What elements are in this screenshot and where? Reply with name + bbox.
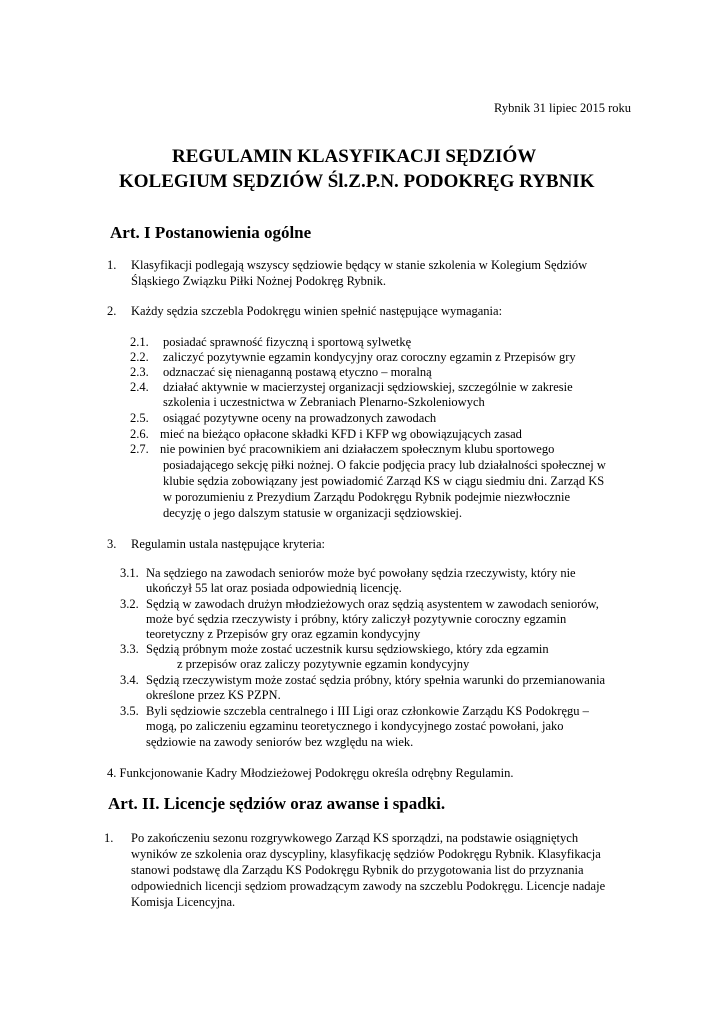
crit-3-2-number: 3.2.: [120, 597, 139, 611]
crit-3-4-line-1: Sędzią rzeczywistym może zostać sędzia próbny, który spełnia warunki do przemianowania: [146, 673, 606, 687]
document-date: Rybnik 31 lipiec 2015 roku: [494, 101, 631, 115]
article-2-heading: Art. II. Licencje sędziów oraz awanse i spadki.: [108, 794, 446, 813]
art1-p4-text: 4. Funkcjonowanie Kadry Młodzieżowej Podokręgu określa odrębny Regulamin.: [107, 766, 514, 780]
req-2-7-number: 2.7.: [130, 442, 149, 456]
art1-p1-line-2: Śląskiego Związku Piłki Nożnej Podokręg Rybnik.: [131, 274, 387, 288]
req-2-7-line-2: posiadającego sekcję piłki nożnej. O fakcie podjęcia pracy lub działalności społecznej w: [163, 458, 606, 472]
crit-3-1-number: 3.1.: [120, 566, 139, 580]
req-2-7-line-3: klubie sędzia zobowiązany jest powiadomić Zarząd KS w ciągu siedmiu dni. Zarząd KS: [163, 474, 605, 488]
art1-p3-number: 3.: [107, 537, 117, 551]
art1-p3-text: Regulamin ustala następujące kryteria:: [131, 537, 326, 551]
req-2-3-number: 2.3.: [130, 365, 149, 379]
req-2-7-line-4: w porozumieniu z Prezydium Zarządu Podokręgu Rybnik podejmie niezwłocznie: [163, 490, 571, 504]
req-2-1-number: 2.1.: [130, 335, 149, 349]
crit-3-5-number: 3.5.: [120, 704, 139, 718]
req-2-7-line-5: decyzję o jego dalszym statusie w organizacji sędziowskiej.: [163, 506, 462, 520]
req-2-5-text: osiągać pozytywne oceny na prowadzonych zawodach: [163, 411, 437, 425]
crit-3-2-line-2: może być sędzia rzeczywisty i próbny, który zaliczył pozytywnie coroczny egzamin: [146, 612, 567, 626]
art2-p1-number: 1.: [104, 831, 114, 845]
req-2-4-line-2: szkolenia i uczestnictwa w Zebraniach Plenarno-Szkoleniowych: [163, 395, 485, 409]
crit-3-5-line-2: mogą, po zaliczeniu egzaminu teoretycznego i kondycyjnego zostać powołani, jako: [146, 719, 564, 733]
crit-3-3-number: 3.3.: [120, 642, 139, 656]
req-2-3-text: odznaczać się nienaganną postawą etyczno – moralną: [163, 365, 432, 379]
art1-p1-line-1: Klasyfikacji podlegają wszyscy sędziowie będący w stanie szkolenia w Kolegium Sędziów: [131, 258, 588, 272]
req-2-7-line-1: nie powinien być pracownikiem ani działaczem społecznym klubu sportowego: [160, 442, 555, 456]
title-line-1: REGULAMIN KLASYFIKACJI SĘDZIÓW: [172, 146, 537, 167]
art1-p2-number: 2.: [107, 304, 117, 318]
art1-p2-text: Każdy sędzia szczebla Podokręgu winien spełnić następujące wymagania:: [131, 304, 503, 318]
crit-3-2-line-3: teoretyczny z Przepisów gry oraz egzamin kondycyjny: [146, 627, 421, 641]
crit-3-5-line-1: Byli sędziowie szczebla centralnego i III Ligi oraz członkowie Zarządu KS Podokręgu –: [146, 704, 589, 718]
article-1-heading: Art. I Postanowienia ogólne: [110, 223, 312, 242]
req-2-4-number: 2.4.: [130, 380, 149, 394]
req-2-6-text: mieć na bieżąco opłacone składki KFD i KFP wg obowiązujących zasad: [160, 427, 522, 441]
req-2-2-number: 2.2.: [130, 350, 149, 364]
req-2-5-number: 2.5.: [130, 411, 149, 425]
req-2-6-number: 2.6.: [130, 427, 149, 441]
art2-p1-line-5: Komisja Licencyjna.: [131, 895, 236, 909]
req-2-2-text: zaliczyć pozytywnie egzamin kondycyjny oraz coroczny egzamin z Przepisów gry: [163, 350, 576, 364]
req-2-4-line-1: działać aktywnie w macierzystej organizacji sędziowskiej, szczególnie w zakresie: [163, 380, 573, 394]
art2-p1-line-4: odpowiednich licencji sędziom prowadzącym zawody na szczeblu Podokręgu. Licencje nadaje: [131, 879, 606, 893]
crit-3-4-line-2: określone przez KS PZPN.: [146, 688, 281, 702]
crit-3-1-line-2: ukończył 55 lat oraz posiada odpowiednią licencję.: [146, 581, 402, 595]
art1-p1-number: 1.: [107, 258, 117, 272]
title-line-2: KOLEGIUM SĘDZIÓW Śl.Z.P.N. PODOKRĘG RYBNIK: [119, 171, 595, 192]
req-2-1-text: posiadać sprawność fizyczną i sportową sylwetkę: [163, 335, 412, 349]
crit-3-3-line-1: Sędzią próbnym może zostać uczestnik kursu sędziowskiego, który zda egzamin: [146, 642, 549, 656]
art2-p1-line-1: Po zakończeniu sezonu rozgrywkowego Zarząd KS sporządzi, na podstawie osiągniętych: [131, 831, 579, 845]
crit-3-5-line-3: sędziowie na zawody seniorów bez względu na wiek.: [146, 735, 414, 749]
crit-3-3-line-2: z przepisów oraz zaliczy pozytywnie egzamin kondycyjny: [177, 657, 470, 671]
art2-p1-line-2: wyników ze szkolenia oraz dyscypliny, klasyfikację sędziów Podokręgu Rybnik. Klasyfikacja: [131, 847, 601, 861]
art2-p1-line-3: stanowi podstawę dla Zarządu KS Podokręgu Rybnik do przygotowania list do przyznania: [131, 863, 584, 877]
crit-3-2-line-1: Sędzią w zawodach drużyn młodzieżowych oraz sędzią asystentem w zawodach seniorów,: [146, 597, 599, 611]
crit-3-4-number: 3.4.: [120, 673, 139, 687]
crit-3-1-line-1: Na sędziego na zawodach seniorów może być powołany sędzia rzeczywisty, który nie: [146, 566, 576, 580]
